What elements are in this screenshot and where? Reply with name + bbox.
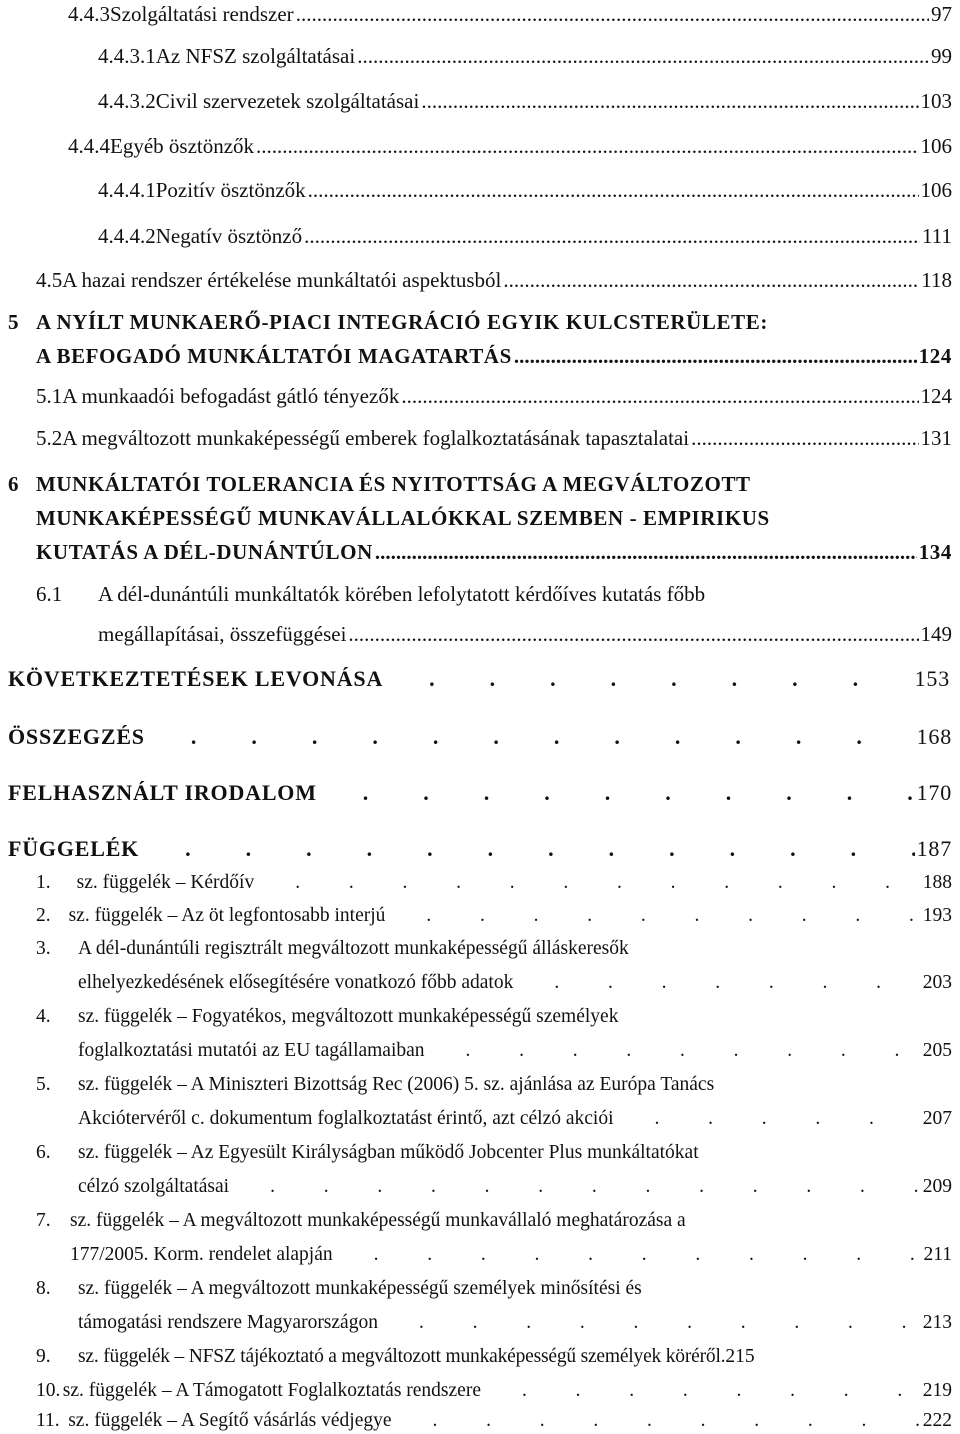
dot-leader: [394, 1410, 921, 1432]
toc-entry[interactable]: [98, 224, 952, 249]
toc-entry-page: 106: [920, 178, 952, 202]
dot-leader: [296, 2, 929, 27]
toc-entry[interactable]: [98, 89, 952, 114]
dot-leader: [147, 724, 915, 750]
toc-entry-title: megállapításai, összefüggései: [98, 622, 347, 646]
appendix-title: A dél-dunántúli regisztrált megváltozott munkaképességű álláskeresők: [78, 938, 629, 959]
appendix-title: Akciótervéről c. dokumentum foglalkoztatást érintő, azt célzó akciói: [78, 1108, 614, 1129]
dot-leader: [401, 384, 918, 409]
toc-entry[interactable]: [68, 134, 952, 159]
appendix-entry[interactable]: [36, 905, 952, 927]
toc-entry[interactable]: [68, 2, 952, 27]
appendix-title: sz. függelék – A Miniszteri Bizottság Rec (2006) 5. sz. ajánlása az Európa Tanács: [78, 1074, 715, 1095]
toc-section[interactable]: [8, 780, 952, 806]
toc-entry[interactable]: [36, 268, 952, 293]
toc-entry[interactable]: [36, 426, 952, 451]
dot-leader: [256, 872, 921, 894]
appendix-title: célzó szolgáltatásai: [78, 1176, 230, 1197]
appendix-entry-continuation[interactable]: [78, 1040, 952, 1062]
appendix-title: sz. függelék – A Segítő vásárlás védjegye: [68, 1410, 392, 1431]
appendix-number: 5.: [36, 1074, 51, 1095]
appendix-entry[interactable]: [36, 1380, 952, 1402]
dot-leader: [304, 224, 920, 249]
dot-leader: [256, 134, 918, 159]
toc-entry-page: 131: [920, 426, 952, 450]
appendix-entry[interactable]: [36, 1410, 952, 1432]
dot-leader: [375, 540, 917, 565]
toc-entry-title: MUNKAKÉPESSÉGŰ MUNKAVÁLLALÓKKAL SZEMBEN - EMPIRIKUS: [36, 506, 770, 530]
toc-section[interactable]: [8, 666, 950, 692]
toc-entry-page: 124: [920, 384, 952, 408]
appendix-page: 209: [922, 1176, 952, 1197]
toc-entry-title: A NYÍLT MUNKAERŐ-PIACI INTEGRÁCIÓ EGYIK KULCSTERÜLETE:: [36, 310, 768, 334]
toc-entry-title: FELHASZNÁLT IRODALOM: [8, 780, 317, 805]
appendix-number: 9.: [36, 1346, 51, 1367]
toc-entry[interactable]: [98, 44, 952, 69]
toc-entry-number: 4.4.4.2: [98, 224, 156, 248]
appendix-entry-continuation[interactable]: [78, 1108, 952, 1130]
appendix-title: sz. függelék – Kérdőív: [76, 872, 255, 893]
appendix-entry[interactable]: [36, 872, 952, 894]
appendix-entry[interactable]: [36, 1346, 952, 1368]
toc-chapter-continuation[interactable]: [36, 344, 952, 369]
dot-leader: [691, 426, 918, 451]
appendix-entry[interactable]: [36, 1142, 952, 1164]
dot-leader: [514, 344, 917, 369]
toc-entry-number: 5.2: [36, 426, 63, 450]
appendix-entry[interactable]: [36, 938, 952, 960]
toc-entry-number: 6: [8, 472, 20, 496]
appendix-number: 7.: [36, 1210, 51, 1231]
toc-entry-title: A dél-dunántúli munkáltatók körében lefolytatott kérdőíves kutatás főbb: [98, 582, 706, 606]
appendix-title: sz. függelék – A megváltozott munkaképességű munkavállaló meghatározása a: [70, 1210, 686, 1231]
appendix-title: sz. függelék – Az Egyesült Királyságban működő Jobcenter Plus munkáltatókat: [78, 1142, 699, 1163]
toc-entry[interactable]: [36, 582, 952, 607]
appendix-page: 222: [922, 1410, 952, 1431]
toc-chapter-continuation[interactable]: [36, 506, 952, 531]
toc-entry-page: 103: [920, 89, 952, 113]
toc-entry-page: 111: [922, 224, 952, 248]
dot-leader: [357, 44, 929, 69]
appendix-number: 6.: [36, 1142, 51, 1163]
toc-chapter[interactable]: [8, 472, 952, 497]
dot-leader: [385, 666, 912, 692]
toc-entry-number: 4.5: [36, 268, 63, 292]
toc-entry-number: 5: [8, 310, 20, 334]
toc-entry-page: 124: [918, 344, 952, 368]
appendix-entry-continuation[interactable]: [78, 1312, 952, 1334]
toc-entry[interactable]: [36, 384, 952, 409]
toc-entry-page: 170: [916, 780, 952, 805]
toc-entry-title: Szolgáltatási rendszer: [110, 2, 294, 26]
appendix-page: 207: [922, 1108, 952, 1129]
appendix-entry-continuation[interactable]: [70, 1244, 952, 1266]
dot-leader: [380, 1312, 921, 1334]
toc-entry-page: 153: [914, 666, 950, 691]
appendix-title: foglalkoztatási mutatói az EU tagállamaiban: [78, 1040, 425, 1061]
toc-entry-title: Pozitív ösztönzők: [155, 178, 306, 202]
dot-leader: [427, 1040, 921, 1062]
toc-entry-number: 4.4.3.1: [98, 44, 156, 68]
toc-entry-title: A hazai rendszer értékelése munkáltatói aspektusból: [62, 268, 502, 292]
dot-leader: [319, 780, 915, 806]
toc-entry-number: 4.4.4: [68, 134, 110, 158]
appendix-title: sz. függelék – NFSZ tájékoztató a megváltozott munkaképességű személyek köréről.: [78, 1346, 726, 1367]
dot-leader: [308, 178, 919, 203]
appendix-entry-continuation[interactable]: [78, 972, 952, 994]
toc-entry-number: 5.1: [36, 384, 63, 408]
appendix-number: 11.: [36, 1410, 60, 1431]
toc-entry-title: FÜGGELÉK: [8, 836, 140, 861]
toc-entry-number: 6.1: [36, 582, 63, 606]
toc-entry-title: KUTATÁS A DÉL-DUNÁNTÚLON: [36, 540, 373, 564]
appendix-entry[interactable]: [36, 1006, 952, 1028]
dot-leader: [483, 1380, 921, 1402]
toc-entry[interactable]: [98, 178, 952, 203]
appendix-number: 8.: [36, 1278, 51, 1299]
dot-leader: [231, 1176, 921, 1198]
appendix-page: 203: [922, 972, 952, 993]
dot-leader: [348, 622, 918, 647]
appendix-page: 211: [923, 1244, 952, 1265]
dot-leader: [335, 1244, 922, 1266]
toc-entry-page: 149: [920, 622, 952, 646]
appendix-number: 10.: [36, 1380, 61, 1401]
toc-entry-title: A megváltozott munkaképességű emberek foglalkoztatásának tapasztalatai: [62, 426, 690, 450]
dot-leader: [503, 268, 919, 293]
appendix-number: 4.: [36, 1006, 51, 1027]
appendix-title: sz. függelék – Az öt legfontosabb interjú: [68, 905, 386, 926]
appendix-page: 219: [922, 1380, 952, 1401]
toc-chapter-continuation[interactable]: [36, 540, 952, 565]
toc-entry-title: MUNKÁLTATÓI TOLERANCIA ÉS NYITOTTSÁG A MEGVÁLTOZOTT: [36, 472, 751, 496]
appendix-title: sz. függelék – A Támogatott Foglalkoztatás rendszere: [62, 1380, 481, 1401]
toc-entry-page: 118: [921, 268, 952, 292]
appendix-page: 205: [922, 1040, 952, 1061]
toc-entry-continuation[interactable]: [98, 622, 952, 647]
dot-leader: [387, 905, 920, 927]
toc-section[interactable]: [8, 836, 952, 862]
toc-entry-page: 97: [931, 2, 952, 26]
toc-entry-page: 99: [931, 44, 952, 68]
appendix-page: 188: [922, 872, 952, 893]
toc-entry-title: KÖVETKEZTETÉSEK LEVONÁSA: [8, 666, 384, 691]
appendix-entry[interactable]: [36, 1074, 952, 1096]
toc-entry-page: 168: [916, 724, 952, 749]
toc-entry-page: 134: [918, 540, 952, 564]
appendix-title: sz. függelék – A megváltozott munkaképességű személyek minősítési és: [78, 1278, 642, 1299]
dot-leader: [421, 89, 918, 114]
appendix-title: sz. függelék – Fogyatékos, megváltozott munkaképességű személyek: [78, 1006, 619, 1027]
appendix-number: 3.: [36, 938, 51, 959]
appendix-number: 2.: [36, 905, 51, 926]
toc-entry-page: 187: [916, 836, 952, 861]
toc-entry-page: 106: [920, 134, 952, 158]
appendix-entry[interactable]: [36, 1278, 952, 1300]
dot-leader: [616, 1108, 921, 1130]
toc-entry-number: 4.4.3: [68, 2, 110, 26]
appendix-number: 1.: [36, 872, 51, 893]
toc-entry-title: Egyéb ösztönzők: [110, 134, 255, 158]
dot-leader: [515, 972, 920, 994]
toc-entry-number: 4.4.3.2: [98, 89, 156, 113]
toc-entry-title: Civil szervezetek szolgáltatásai: [155, 89, 420, 113]
appendix-title: 177/2005. Korm. rendelet alapján: [70, 1244, 333, 1265]
dot-leader: [141, 836, 915, 862]
toc-entry-title: A BEFOGADÓ MUNKÁLTATÓI MAGATARTÁS: [36, 344, 512, 368]
appendix-entry[interactable]: [36, 1210, 952, 1232]
toc-chapter[interactable]: [8, 310, 952, 335]
toc-entry-number: 4.4.4.1: [98, 178, 156, 202]
toc-entry-title: Az NFSZ szolgáltatásai: [155, 44, 356, 68]
appendix-title: elhelyezkedésének elősegítésére vonatkozó főbb adatok: [78, 972, 514, 993]
toc-section[interactable]: [8, 724, 952, 750]
appendix-page: 193: [922, 905, 952, 926]
appendix-page: 213: [922, 1312, 952, 1333]
appendix-title: támogatási rendszere Magyarországon: [78, 1312, 378, 1333]
toc-entry-title: Negatív ösztönző: [155, 224, 303, 248]
appendix-entry-continuation[interactable]: [78, 1176, 952, 1198]
toc-entry-title: A munkaadói befogadást gátló tényezők: [62, 384, 400, 408]
toc-entry-title: ÖSSZEGZÉS: [8, 724, 145, 749]
appendix-page: 215: [725, 1346, 755, 1367]
